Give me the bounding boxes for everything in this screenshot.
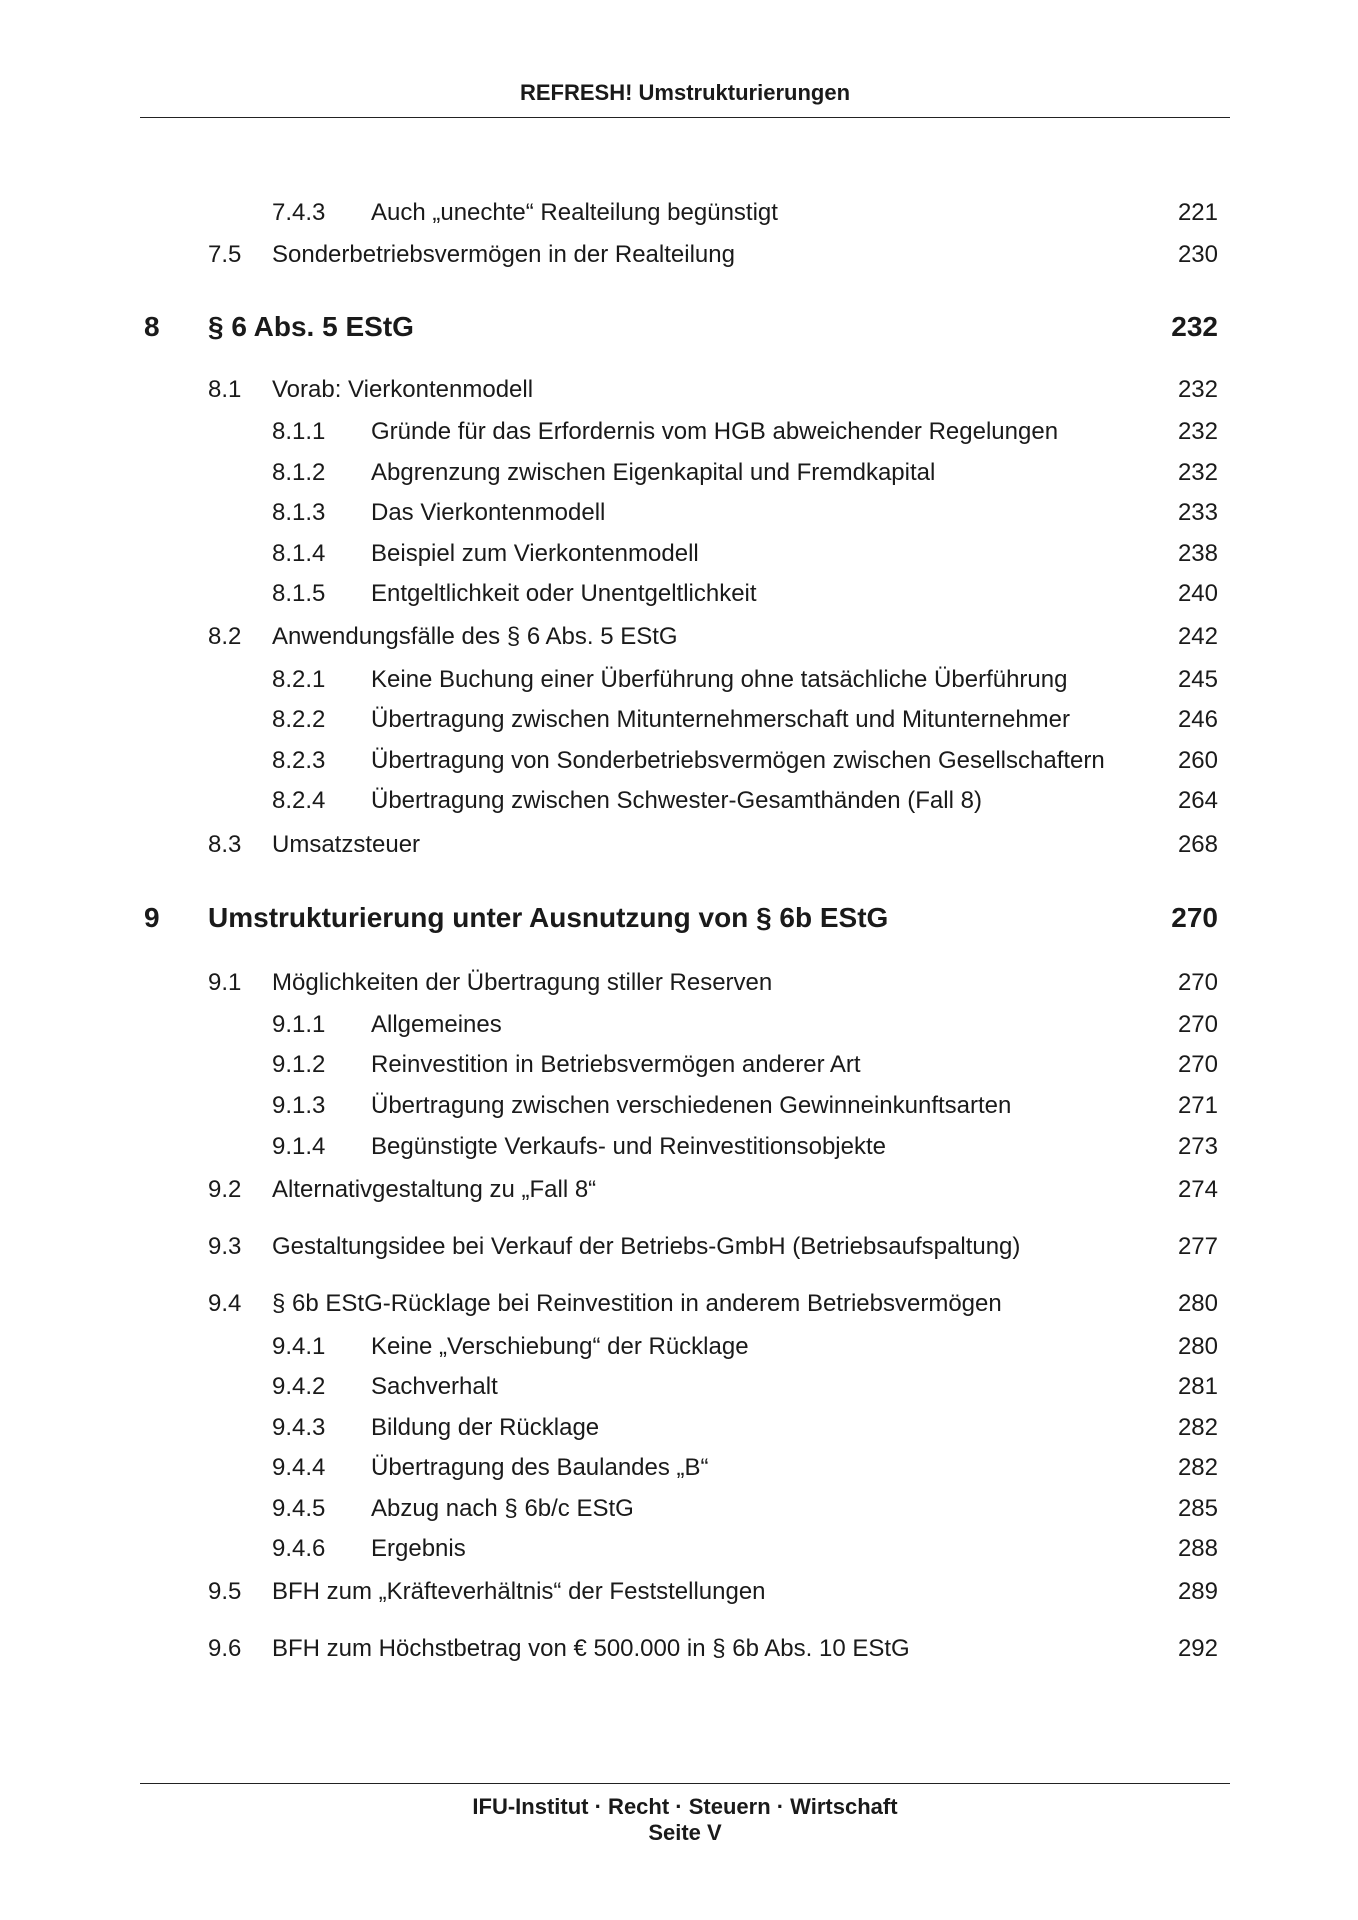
toc-entry-page: 271	[1177, 1092, 1218, 1119]
toc-entry-page: 282	[1177, 1454, 1218, 1481]
toc-entry-title: Allgemeines	[371, 1011, 502, 1038]
toc-entry-title: Beispiel zum Vierkontenmodell	[371, 540, 699, 567]
toc-subsection-entry	[0, 415, 1358, 449]
toc-subsection-entry	[0, 1492, 1358, 1526]
toc-section-entry	[0, 1632, 1358, 1666]
toc-entry-title: § 6b EStG-Rücklage bei Reinvestition in anderem Betriebsvermögen	[272, 1290, 1002, 1317]
toc-subsection-entry	[0, 456, 1358, 490]
toc-entry-page: 282	[1177, 1414, 1218, 1441]
toc-section-entry	[0, 1173, 1358, 1207]
toc-entry-page: 270	[1171, 902, 1218, 933]
toc-entry-number: 9.3	[208, 1233, 242, 1260]
toc-entry-number: 9.1	[208, 969, 242, 996]
toc-section-entry	[0, 1575, 1358, 1609]
toc-section-entry	[0, 828, 1358, 862]
toc-entry-number: 9.1.2	[272, 1051, 326, 1078]
toc-entry-page: 280	[1177, 1333, 1218, 1360]
toc-entry-title: BFH zum „Kräfteverhältnis“ der Feststellungen	[272, 1578, 766, 1605]
toc-section-entry	[0, 373, 1358, 407]
toc-subsection-entry	[0, 744, 1358, 778]
toc-entry-title: Gestaltungsidee bei Verkauf der Betriebs-GmbH (Betriebsaufspaltung)	[272, 1233, 1021, 1260]
toc-section-entry	[0, 1230, 1358, 1264]
toc-entry-title: Umstrukturierung unter Ausnutzung von § 6b EStG	[208, 902, 889, 933]
toc-subsection-entry	[0, 703, 1358, 737]
toc-entry-page: 292	[1177, 1635, 1218, 1662]
toc-entry-title: Übertragung von Sonderbetriebsvermögen zwischen Gesellschaftern	[371, 747, 1105, 774]
footer-institute: IFU-Institut · Recht · Steuern · Wirtschaft	[472, 1794, 898, 1819]
toc-entry-number: 9.4.2	[272, 1373, 326, 1400]
toc-entry-number: 9.1.4	[272, 1133, 326, 1160]
toc-entry-page: 274	[1177, 1176, 1218, 1203]
toc-entry-title: Abgrenzung zwischen Eigenkapital und Fremdkapital	[371, 459, 936, 486]
toc-entry-number: 9.4.1	[272, 1333, 326, 1360]
toc-entry-title: Gründe für das Erfordernis vom HGB abweichender Regelungen	[371, 418, 1059, 445]
toc-entry-page: 264	[1177, 787, 1218, 814]
toc-entry-number: 8.3	[208, 831, 242, 858]
toc-entry-title: Vorab: Vierkontenmodell	[272, 376, 534, 403]
toc-entry-number: 8.2.4	[272, 787, 326, 814]
toc-entry-page: 240	[1177, 580, 1218, 607]
page-header: REFRESH! Umstrukturierungen	[519, 80, 851, 105]
toc-entry-title: Übertragung zwischen Mitunternehmerschaft und Mitunternehmer	[371, 706, 1071, 733]
toc-entry-page: 280	[1177, 1290, 1218, 1317]
toc-entry-number: 7.4.3	[272, 199, 326, 226]
toc-entry-number: 9.5	[208, 1578, 242, 1605]
toc-entry-title: Sonderbetriebsvermögen in der Realteilung	[272, 241, 735, 268]
toc-chapter-entry	[0, 310, 1358, 344]
toc-entry-number: 9.4.4	[272, 1454, 326, 1481]
toc-entry-title: Auch „unechte“ Realteilung begünstigt	[371, 199, 778, 226]
toc-entry-title: Übertragung des Baulandes „B“	[371, 1454, 709, 1481]
toc-entry-title: Umsatzsteuer	[272, 831, 421, 858]
toc-entry-page: 260	[1177, 747, 1218, 774]
toc-entry-page: 232	[1177, 459, 1218, 486]
toc-entry-number: 8.2.3	[272, 747, 326, 774]
toc-entry-title: Keine „Verschiebung“ der Rücklage	[371, 1333, 749, 1360]
toc-entry-page: 221	[1177, 199, 1218, 226]
toc-entry-page: 232	[1171, 311, 1218, 342]
toc-entry-title: Entgeltlichkeit oder Unentgeltlichkeit	[371, 580, 757, 607]
toc-entry-page: 232	[1177, 376, 1218, 403]
toc-entry-title: Möglichkeiten der Übertragung stiller Reserven	[272, 969, 773, 996]
toc-entry-page: 285	[1177, 1495, 1218, 1522]
toc-subsection-entry	[0, 1008, 1358, 1042]
toc-entry-page: 238	[1177, 540, 1218, 567]
toc-section-entry	[0, 1287, 1358, 1321]
toc-subsection-entry	[0, 1532, 1358, 1566]
toc-entry-page: 232	[1177, 418, 1218, 445]
toc-entry-title: Ergebnis	[371, 1535, 466, 1562]
toc-entry-title: Das Vierkontenmodell	[371, 499, 606, 526]
toc-entry-number: 9.2	[208, 1176, 242, 1203]
toc-entry-title: Abzug nach § 6b/c EStG	[371, 1495, 634, 1522]
toc-entry-number: 9.4	[208, 1290, 242, 1317]
toc-entry-page: 289	[1177, 1578, 1218, 1605]
toc-entry-page: 281	[1177, 1373, 1218, 1400]
toc-subsection-entry	[0, 663, 1358, 697]
toc-entry-number: 9.6	[208, 1635, 242, 1662]
toc-section-entry	[0, 620, 1358, 654]
toc-entry-title: Übertragung zwischen verschiedenen Gewinneinkunftsarten	[371, 1092, 1012, 1119]
toc-entry-page: 242	[1177, 623, 1218, 650]
toc-entry-number: 9	[144, 902, 160, 933]
toc-entry-number: 8	[144, 311, 160, 342]
toc-subsection-entry	[0, 1130, 1358, 1164]
toc-entry-page: 246	[1177, 706, 1218, 733]
toc-entry-page: 230	[1177, 241, 1218, 268]
toc-subsection-entry	[0, 784, 1358, 818]
toc-entry-number: 9.4.5	[272, 1495, 326, 1522]
toc-entry-page: 273	[1177, 1133, 1218, 1160]
toc-entry-number: 9.4.6	[272, 1535, 326, 1562]
toc-entry-number: 9.1.1	[272, 1011, 326, 1038]
toc-subsection-entry	[0, 537, 1358, 571]
toc-entry-page: 270	[1177, 1011, 1218, 1038]
footer-rule	[140, 1783, 1230, 1784]
toc-subsection-entry	[0, 1451, 1358, 1485]
toc-entry-number: 8.1.3	[272, 499, 326, 526]
toc-entry-page: 270	[1177, 1051, 1218, 1078]
toc-entry-number: 8.1.4	[272, 540, 326, 567]
toc-entry-number: 8.1.5	[272, 580, 326, 607]
toc-entry-page: 288	[1177, 1535, 1218, 1562]
toc-subsection-entry	[0, 496, 1358, 530]
toc-subsection-entry	[0, 1330, 1358, 1364]
toc-entry-title: § 6 Abs. 5 EStG	[208, 311, 414, 342]
toc-entry-number: 8.1	[208, 376, 242, 403]
toc-entry-number: 9.1.3	[272, 1092, 326, 1119]
footer-page-number: Seite V	[648, 1820, 722, 1845]
toc-entry-number: 9.4.3	[272, 1414, 326, 1441]
toc-entry-page: 270	[1177, 969, 1218, 996]
toc-subsection-entry	[0, 196, 1358, 230]
toc-entry-number: 7.5	[208, 241, 242, 268]
toc-chapter-entry	[0, 901, 1358, 935]
toc-entry-number: 8.2	[208, 623, 242, 650]
toc-entry-title: Alternativgestaltung zu „Fall 8“	[272, 1176, 597, 1203]
toc-entry-title: Sachverhalt	[371, 1373, 498, 1400]
toc-section-entry	[0, 966, 1358, 1000]
toc-entry-title: BFH zum Höchstbetrag von € 500.000 in § 6b Abs. 10 EStG	[272, 1635, 910, 1662]
toc-section-entry	[0, 238, 1358, 272]
toc-entry-page: 268	[1177, 831, 1218, 858]
toc-entry-title: Begünstigte Verkaufs- und Reinvestitionsobjekte	[371, 1133, 886, 1160]
toc-entry-number: 8.2.1	[272, 666, 326, 693]
toc-entry-number: 8.1.1	[272, 418, 326, 445]
toc-entry-number: 8.1.2	[272, 459, 326, 486]
toc-subsection-entry	[0, 1089, 1358, 1123]
toc-entry-title: Bildung der Rücklage	[371, 1414, 600, 1441]
toc-entry-page: 277	[1177, 1233, 1218, 1260]
toc-entry-number: 8.2.2	[272, 706, 326, 733]
toc-entry-title: Keine Buchung einer Überführung ohne tatsächliche Überführung	[371, 666, 1068, 693]
toc-entry-title: Anwendungsfälle des § 6 Abs. 5 EStG	[272, 623, 678, 650]
toc-subsection-entry	[0, 1048, 1358, 1082]
toc-subsection-entry	[0, 1370, 1358, 1404]
toc-subsection-entry	[0, 1411, 1358, 1445]
toc-entry-title: Reinvestition in Betriebsvermögen anderer Art	[371, 1051, 861, 1078]
toc-entry-page: 245	[1177, 666, 1218, 693]
toc-entry-title: Übertragung zwischen Schwester-Gesamthänden (Fall 8)	[371, 787, 982, 814]
toc-subsection-entry	[0, 577, 1358, 611]
toc-entry-page: 233	[1177, 499, 1218, 526]
